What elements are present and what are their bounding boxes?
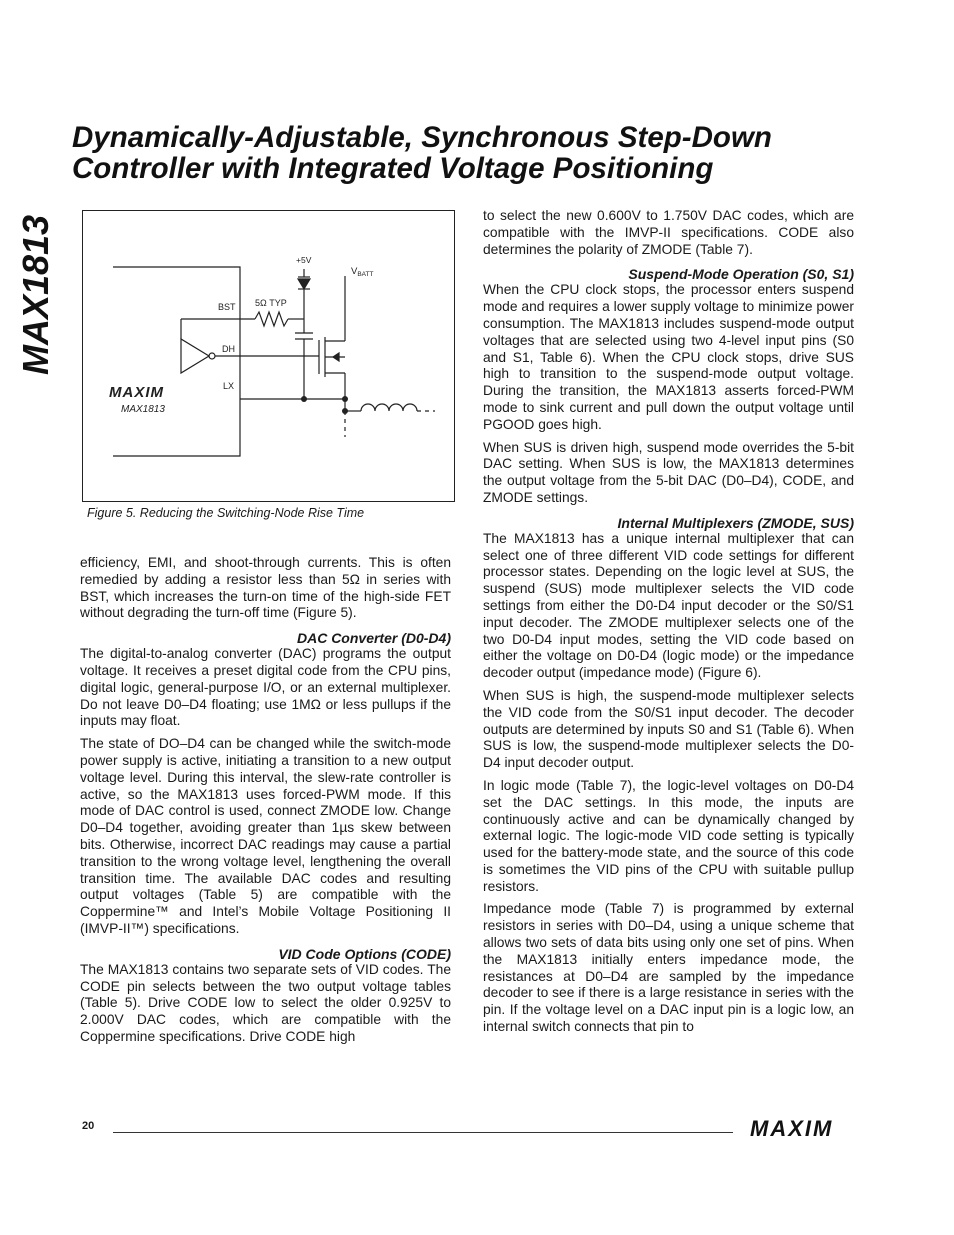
paragraph: Impedance mode (Table 7) is programmed by external resistors in series with D0–D4, using a unique scheme that allows two sets of data bits using only one set of pins. When the MAX1813 initially enters impedance mode, the resistances at D0–D4 are sampled by the impedance decoder to see if there is a large resistance in series with the pin. If the voltage level on a DAC input pin is a logic low, an internal switch connects that pin to: [483, 901, 854, 1035]
side-part-number-text: MAX1813: [15, 214, 56, 376]
label-bst-pin: BST: [218, 302, 236, 312]
title-line-2: Controller with Integrated Voltage Positioning: [72, 152, 714, 185]
figure-5-box: [82, 210, 455, 502]
paragraph: When the CPU clock stops, the processor enters suspend mode and requires a lower supply voltage to minimize power consumption. The MAX1813 includes suspend-mode output voltages that are selected using two 4-level input pins (S0 and S1, Table 6). When the CPU clock stops, drive SUS high to transition to the suspend-mode output voltage. During the transition, the MAX1813 asserts forced-PWM mode to sink current and pull down the output voltage until PGOOD goes high.: [483, 282, 854, 432]
mosfet-arrow: [333, 353, 339, 361]
label-plus5v: +5V: [296, 255, 312, 265]
paragraph: The state of DO–D4 can be changed while the switch-mode power supply is active, initiating a transition to a new output voltage level. During this interval, the slew-rate controller is active, so the MAX1813 uses forced-PWM mode. If this mode of DAC control is used, connect ZMODE low. Change D0–D4 together, avoiding greater than 1µs skew between bits. Otherwise, incorrect DAC readings may cause a partial transition to the wrong voltage level, lengthening the overall transition time. The available DAC codes and resulting output voltages (Table 5) are compatible with the Coppermine™ and Intel’s Mobile Voltage Positioning II (IMVP-II™) specifications.: [80, 736, 451, 936]
paragraph: The MAX1813 has a unique internal multiplexer that can select one of three different VID code settings for different processor states. Depending on the logic level at SUS, the suspend (SUS) mode multiplexer selects the VID code settings from either the D0-D4 input decoder or the S0/S1 input decoder. The ZMODE multiplexer selects one of the two D0-D4 input modes, setting the VID code based on either the voltage on D0-D4 (logic mode) or the impedance decoder output (impedance mode) (Figure 6).: [483, 530, 854, 681]
footer-maxim-logo: [748, 1116, 858, 1142]
label-resistor: 5Ω TYP: [255, 298, 287, 308]
section-heading-dac: DAC Converter (D0-D4): [296, 630, 451, 647]
paragraph: The MAX1813 contains two separate sets of VID codes. The CODE pin selects between the two output voltage tables (Table 5). Drive CODE low to select the older 0.925V to 2.000V DAC codes, which are compatible with the Coppermine specifications. Drive CODE high: [80, 961, 451, 1044]
figure-caption: Figure 5. Reducing the Switching-Node Rise Time: [87, 506, 365, 520]
document-title: [72, 122, 922, 184]
section-heading-multiplexers: Internal Multiplexers (ZMODE, SUS): [617, 514, 854, 531]
paragraph: efficiency, EMI, and shoot-through currents. This is often remedied by adding a resistor less than 5Ω in series with BST, which increases the turn-on time of the high-side FET without degrading the turn-off time (Figure 5).: [80, 555, 451, 621]
paragraph: The digital-to-analog converter (DAC) programs the output voltage. It receives a preset digital code from the CPU pins, digital logic, general-purpose I/O, or an external multiplexer. Do not leave D0–D4 floating; use 1MΩ or less pullups if the inputs may float.: [80, 646, 451, 729]
chip-label: MAX1813: [121, 404, 165, 415]
label-vbatt: $V_{BATT}$: [351, 266, 374, 278]
left-column: [80, 555, 451, 1052]
diode-symbol: [298, 279, 310, 289]
driver-buffer: [181, 339, 209, 373]
maxim-logo: MAXIM: [109, 384, 164, 401]
svg-text:MAXIM: MAXIM: [750, 1116, 834, 1141]
circuit-schematic: [83, 211, 456, 503]
paragraph: When SUS is high, the suspend-mode multiplexer selects the VID code from the S0/S1 input decoder. The decoder outputs are determined by inputs S0 and S1 (Table 6). When SUS is low, the suspend-mode multiplexer selects the D0-D4 input decoder output.: [483, 687, 854, 771]
resistor-symbol: [255, 312, 288, 326]
side-part-number: [16, 210, 56, 380]
footer-divider: [113, 1132, 733, 1133]
right-column: [483, 208, 854, 1042]
section-heading-vid: VID Code Options (CODE): [278, 945, 451, 962]
label-dh-pin: DH: [222, 344, 235, 354]
chip-outline: [113, 267, 240, 456]
section-heading-suspend: Suspend-Mode Operation (S0, S1): [628, 266, 854, 283]
title-line-1: Dynamically-Adjustable, Synchronous Step-Down: [72, 121, 772, 154]
inductor-symbol: [361, 404, 417, 411]
paragraph: In logic mode (Table 7), the logic-level voltages on D0-D4 set the DAC settings. In this mode, the inputs are continuously active and can be dynamically changed by external logic. The logic-mode VID code setting is typically used for the battery-mode state, and the source of this code is sometimes the VID pins of the CPU with suitable pullup resistors.: [483, 777, 854, 894]
paragraph: When SUS is driven high, suspend mode overrides the 5-bit DAC setting. When SUS is low, the MAX1813 determines the output voltage from the 5-bit DAC (D0–D4), CODE, and ZMODE settings.: [483, 439, 854, 505]
page-number: 20: [82, 1120, 95, 1132]
paragraph: to select the new 0.600V to 1.750V DAC codes, which are compatible with the IMVP-II specifications. CODE also determines the polarity of ZMODE (Table 7).: [483, 208, 854, 257]
label-lx-pin: LX: [223, 381, 235, 391]
